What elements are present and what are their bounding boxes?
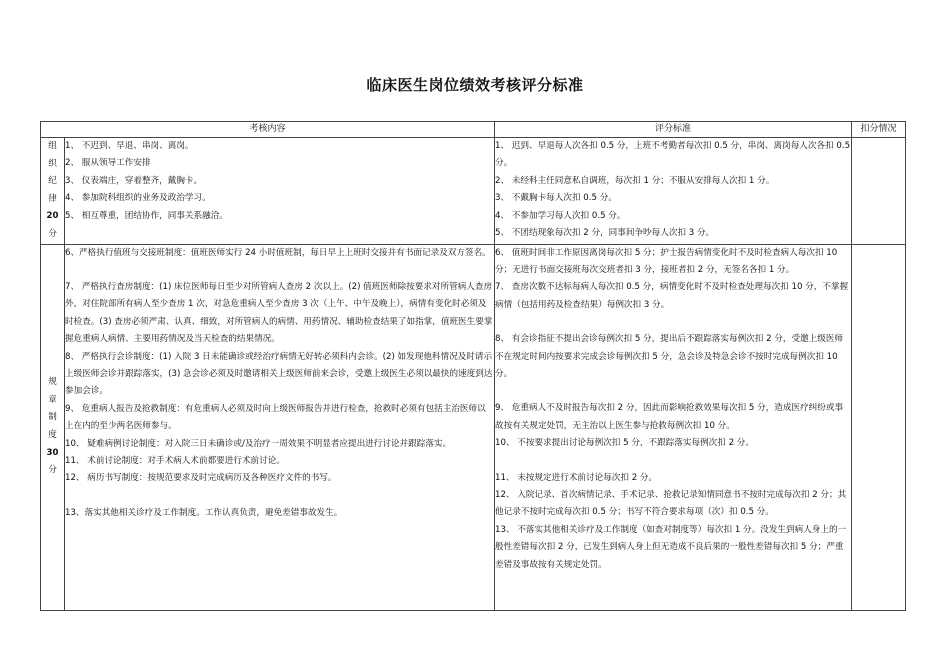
content-cell	[65, 138, 495, 245]
category-char: 分	[48, 465, 57, 476]
standard-cell	[495, 244, 852, 610]
standard-item: 1、 迟到、早退每人次各扣 0.5 分，上班不考勤者每次扣 0.5 分，串岗、离岗每人次各扣 0.5 分。	[495, 141, 851, 169]
evaluation-table	[40, 121, 906, 611]
standard-item: 12、 入院记录、首次病情记录、手术记录、抢救记录知情同意书不按时完成每次扣 2 分；其他记录不按时完成每次扣 0.5 分；书写不符合要求每项（次）扣 0.5 分。	[495, 490, 847, 518]
category-char: 章	[48, 394, 57, 405]
category-char: 度	[48, 430, 57, 441]
standard-item: 13、 不落实其他相关诊疗及工作制度（如查对制度等）每次扣 1 分。没发生到病人身上的一般性差错每次扣 2 分，已发生到病人身上但无造成不良后果的一般性差错每次扣 5 分；严重差错及事故按有关规定处罚。	[495, 524, 847, 570]
content-item: 6、严格执行值班与交接班制度：值班医师实行 24 小时值班制，每日早上上班时交接并有书面记录及双方签名。	[65, 247, 491, 258]
category-char: 20	[46, 211, 59, 222]
section-row-discipline	[41, 138, 906, 245]
standard-item: 10、 不按要求提出讨论每例次扣 5 分，不跟踪落实每例次扣 2 分。	[495, 438, 754, 449]
standard-item: 8、 有会诊指征不提出会诊每例次扣 5 分，提出后不跟踪落实每例次扣 2 分，受邀上级医师不在规定时间内按要求完成会诊每例次扣 5 分，急会诊及特急会诊不按时完成每例次扣 10 分。	[495, 334, 844, 379]
category-char: 规	[48, 377, 57, 388]
content-item: 9、 危重病人报告及抢救制度：有危重病人必须及时向上级医师报告并进行检查，抢救时必须有包括主治医师以上在内的至少两名医师参与。	[65, 403, 486, 432]
content-item: 13、落实其他相关诊疗及工作制度。工作认真负责，避免差错事故发生。	[65, 507, 343, 518]
header-content: 考核内容	[41, 122, 495, 138]
content-item: 3、 仪表端庄，穿着整齐，戴胸卡。	[65, 175, 203, 186]
category-regulations	[41, 244, 65, 610]
category-char: 织	[48, 158, 57, 169]
standard-item: 3、 不戴胸卡每人次扣 0.5 分。	[495, 193, 617, 204]
standard-item: 2、 未经科主任同意私自调班，每次扣 1 分；不服从安排每人次扣 1 分。	[495, 175, 775, 186]
standard-item: 7、 查房次数不达标每病人每次扣 0.5 分，病情变化时不及时检查处理每次扣 10 分，不掌握病情（包括用药及检查结果）每例次扣 3 分。	[495, 282, 849, 310]
content-item: 10、 疑难病例讨论制度：对入院三日未确诊或/及治疗一周效果不明显者应提出进行讨论并跟踪落实。	[65, 438, 452, 449]
deduction-cell	[852, 244, 906, 610]
category-discipline	[41, 138, 65, 245]
header-row	[41, 122, 906, 138]
category-char: 组	[48, 141, 57, 151]
category-char: 纪	[48, 176, 57, 187]
deduction-cell	[852, 138, 906, 245]
standard-item: 4、 不参加学习每人次扣 0.5 分。	[495, 210, 626, 221]
content-item: 4、 参加院科组织的业务及政治学习。	[65, 193, 211, 204]
header-deduction: 扣分情况	[852, 122, 906, 138]
standard-item: 9、 危重病人不及时报告每次扣 2 分，因此而影响抢救效果每次扣 5 分，造成医疗纠纷或事故按有关规定处罚，无主治以上医生参与抢救每例次扣 10 分。	[495, 403, 844, 431]
content-item: 12、 病历书写制度：按规范要求及时完成病历及各种医疗文件的书写。	[65, 473, 337, 484]
content-item: 11、 术前讨论制度：对手术病人术前都要进行术前讨论。	[65, 456, 285, 467]
content-item: 1、 不迟到、早退、串岗、离岗。	[65, 141, 194, 151]
category-char: 律	[48, 193, 57, 204]
content-item: 2、 服从领导工作安排	[65, 158, 151, 169]
content-item: 8、 严格执行会诊制度：(1) 入院 3 日未能确诊或经治疗病情无好转必须科内会诊。(2) 如发现他科情况及时请示上级医师会诊并跟踪落实，(3) 急会诊必须及时邀请相关上级医师前来会诊，受邀上级医生必须以最快的速度到达参加会诊。	[65, 351, 493, 397]
category-char: 30	[46, 447, 59, 458]
content-item: 5、 相互尊重，团结协作，同事关系融洽。	[65, 210, 228, 221]
standard-cell	[495, 138, 852, 245]
document-title: 临床医生岗位绩效考核评分标准	[366, 76, 584, 94]
category-char: 制	[48, 412, 57, 423]
content-cell	[65, 244, 495, 610]
content-item: 7、 严格执行查房制度：(1) 床位医师每日至少对所管病人查房 2 次以上。(2) 值班医师除按要求对所管病人查房外，对住院部所有病人至少查房 1 次，对急危重病人至少查房 3 次（上午、中午及晚上），病情有变化时必须及时检查。(3) 查房必须严肃、认真、细致，对所管病人的病情、用药情况、辅助检查结果了如指掌，值班医生要掌握危重病人病情、主要用药情况及当天检查的结果情况。	[65, 281, 493, 345]
standard-item: 11、 未按规定进行术前讨论每次扣 2 分。	[495, 472, 658, 483]
category-char: 分	[48, 228, 57, 239]
standard-item: 5、 不团结现象每次扣 2 分，同事间争吵每人次扣 3 分。	[495, 228, 715, 239]
section-row-regulations	[41, 244, 906, 610]
header-standard: 评分标准	[495, 122, 852, 138]
standard-item: 6、 值班时间非工作原因离岗每次扣 5 分；护士报告病情变化时不及时检查病人每次扣 10 分；无进行书面交接班每次交班者扣 3 分，接班者扣 2 分，无签名各扣 1 分。	[495, 247, 838, 275]
